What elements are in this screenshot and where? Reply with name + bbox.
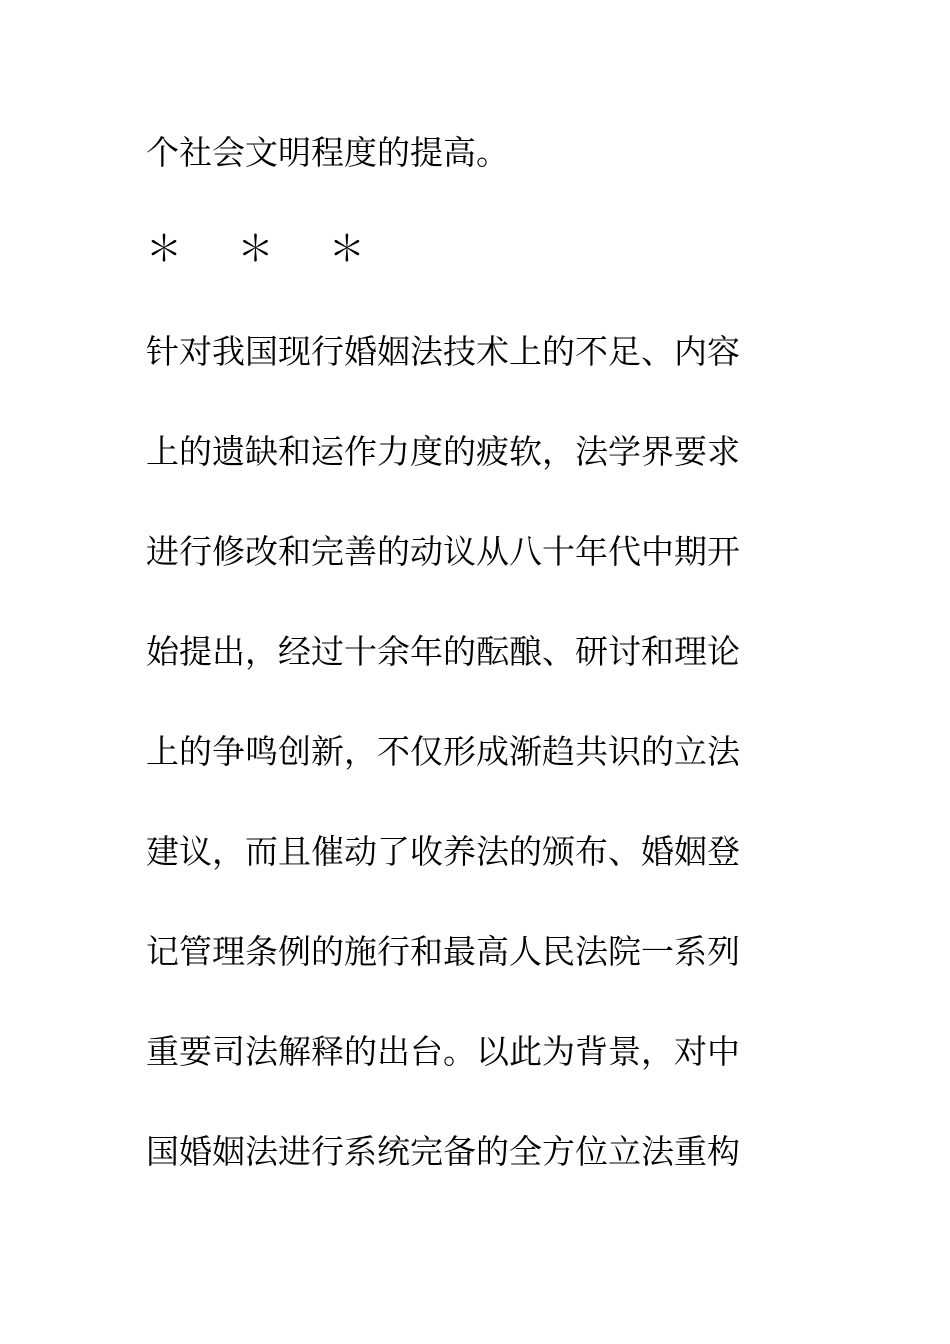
lead-line: 个社会文明程度的提高。	[146, 133, 509, 172]
paragraph-line: 针对我国现行婚姻法技术上的不足、内容	[146, 332, 740, 371]
paragraph-line: 上的争鸣创新，不仅形成渐趋共识的立法	[146, 732, 740, 771]
section-separator: ＊ ＊ ＊	[146, 229, 387, 270]
paragraph-line: 记管理条例的施行和最高人民法院一系列	[146, 932, 740, 971]
paragraph-line: 重要司法解释的出台。以此为背景，对中	[146, 1032, 740, 1071]
paragraph-line: 国婚姻法进行系统完备的全方位立法重构	[146, 1132, 740, 1171]
paragraph-line: 上的遗缺和运作力度的疲软，法学界要求	[146, 432, 740, 471]
paragraph-line: 建议，而且催动了收养法的颁布、婚姻登	[146, 832, 740, 871]
paragraph-line: 进行修改和完善的动议从八十年代中期开	[146, 532, 740, 571]
paragraph-line: 始提出，经过十余年的酝酿、研讨和理论	[146, 632, 740, 671]
